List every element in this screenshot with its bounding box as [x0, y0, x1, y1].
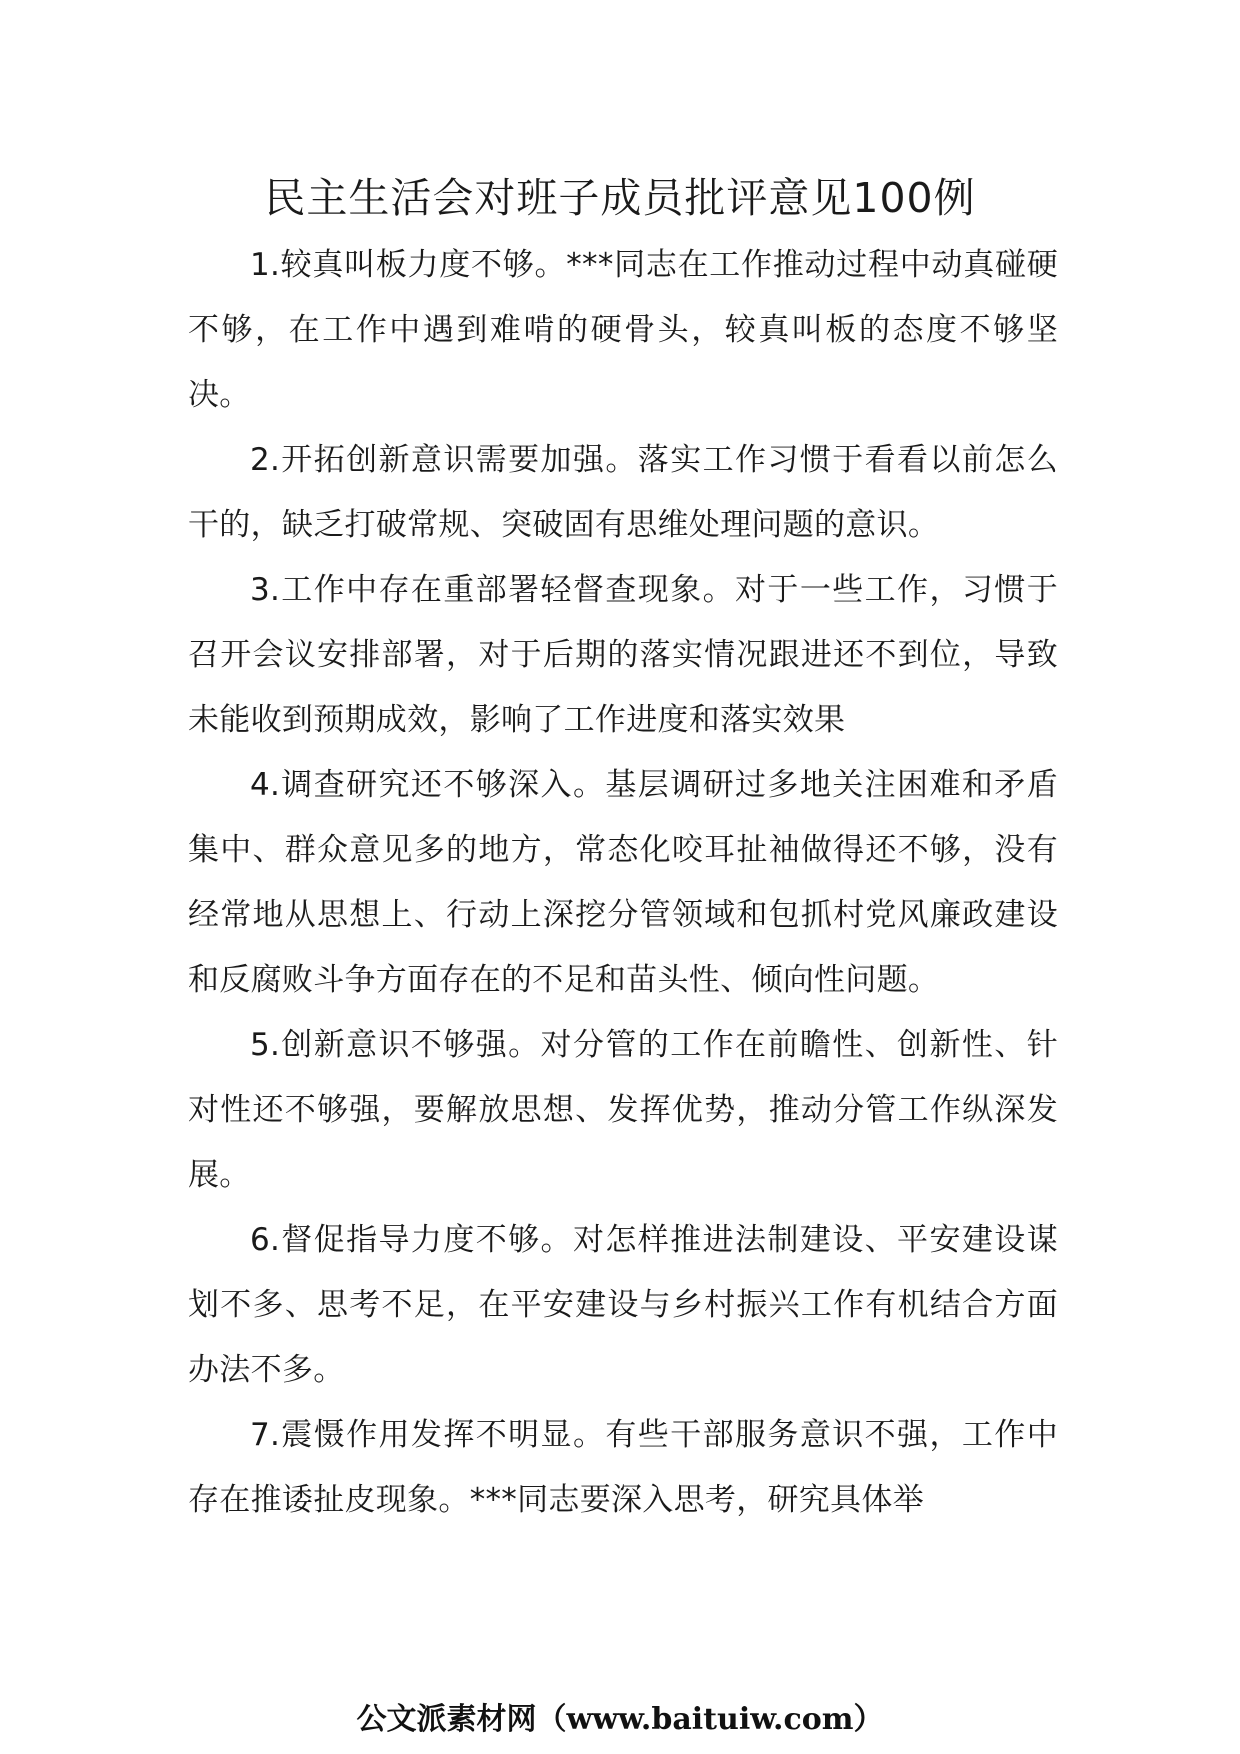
document-title: 民主生活会对班子成员批评意见100例 [264, 174, 976, 222]
paragraph-item-3: 3.工作中存在重部署轻督查现象。对于一些工作，习惯于召开会议安排部署，对于后期的落实情况跟进还不到位，导致未能收到预期成效，影响了工作进度和落实效果 [188, 572, 1058, 738]
paragraph-item-1: 1.较真叫板力度不够。***同志在工作推动过程中动真碰硬不够，在工作中遇到难啃的硬骨头，较真叫板的态度不够坚决。 [188, 247, 1058, 413]
paragraph-item-7: 7.震慑作用发挥不明显。有些干部服务意识不强，工作中存在推诿扯皮现象。***同志要深入思考，研究具体举 [188, 1417, 1058, 1518]
paragraph-item-6: 6.督促指导力度不够。对怎样推进法制建设、平安建设谋划不多、思考不足，在平安建设与乡村振兴工作有机结合方面办法不多。 [188, 1222, 1058, 1388]
document-body [188, 233, 1058, 1533]
source-watermark: 公文派素材网（www.baituiw.com） [356, 1702, 884, 1737]
paragraph-item-2: 2.开拓创新意识需要加强。落实工作习惯于看看以前怎么干的，缺乏打破常规、突破固有思维处理问题的意识。 [188, 442, 1058, 543]
paragraph-item-4: 4.调查研究还不够深入。基层调研过多地关注困难和矛盾集中、群众意见多的地方，常态化咬耳扯袖做得还不够，没有经常地从思想上、行动上深挖分管领域和包抓村党风廉政建设和反腐败斗争方面存在的不足和苗头性、倾向性问题。 [188, 767, 1058, 998]
paragraph-item-5: 5.创新意识不够强。对分管的工作在前瞻性、创新性、针对性还不够强，要解放思想、发挥优势，推动分管工作纵深发展。 [188, 1027, 1058, 1193]
